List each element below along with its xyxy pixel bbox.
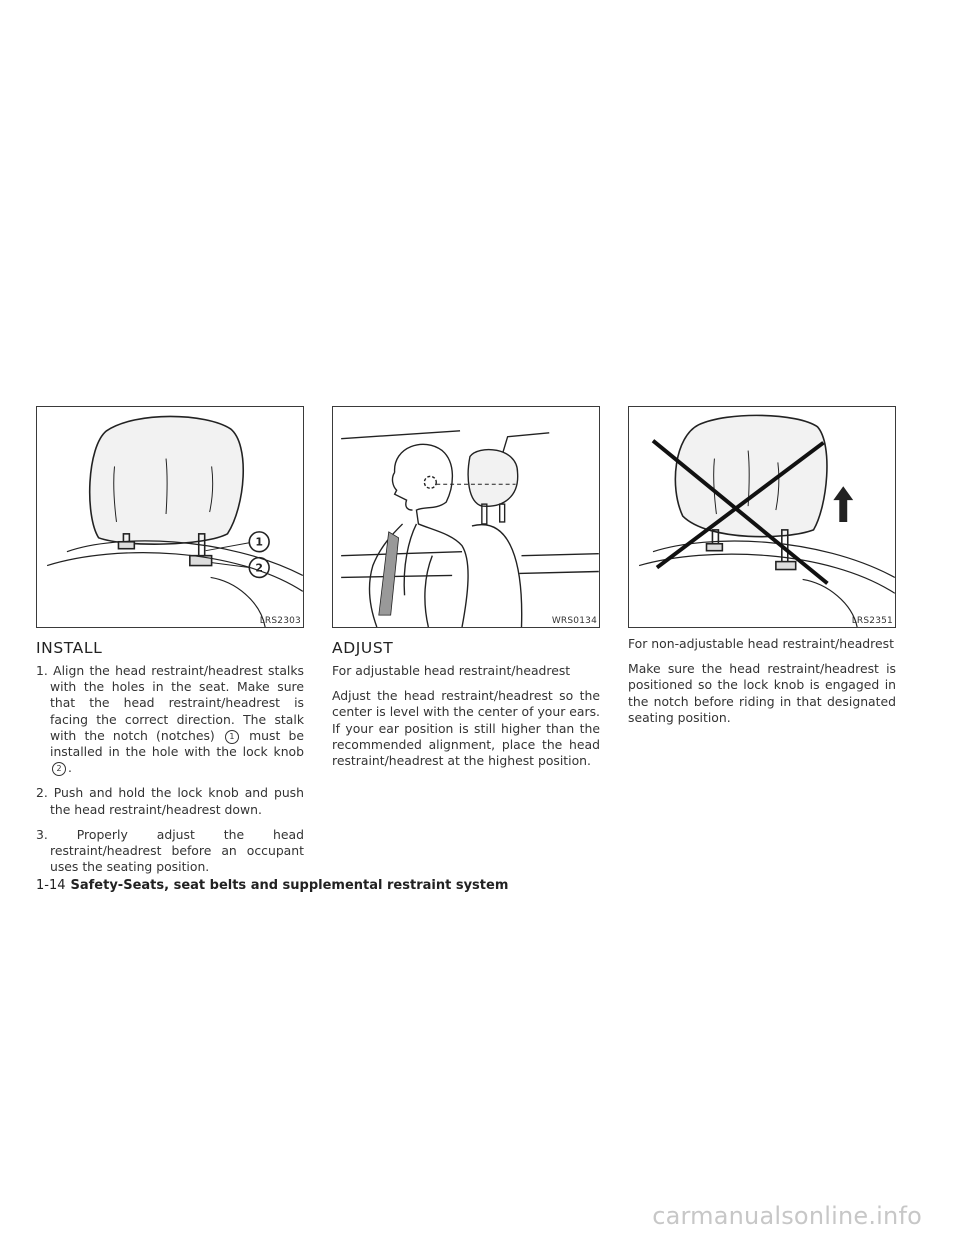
figure-adjust xyxy=(332,406,600,628)
figure-nonadjustable xyxy=(628,406,896,628)
figure-code: LRS2303 xyxy=(259,616,301,626)
adjust-subheading: For adjustable head restraint/headrest xyxy=(332,663,571,678)
step-number: 1. xyxy=(36,663,48,678)
install-step-2 xyxy=(36,785,304,817)
figure-install xyxy=(36,406,304,628)
step-number: 2. xyxy=(36,785,48,801)
step-text: Push and hold the lock knob and push the head restraint/headrest down. xyxy=(50,785,304,817)
headrest-install-illustration xyxy=(37,407,303,627)
nonadjustable-section xyxy=(628,636,896,735)
install-step-1 xyxy=(36,663,304,776)
marker-1: 1 xyxy=(225,730,239,744)
watermark: carmanualsonline.info xyxy=(652,1202,922,1230)
step-text: Properly adjust the head restraint/headrest before an occupant uses the seating position. xyxy=(50,826,304,875)
install-step-3 xyxy=(36,827,304,876)
install-heading: INSTALL xyxy=(36,639,103,657)
install-section xyxy=(36,639,304,884)
callout-2: 2 xyxy=(255,561,263,575)
occupant-headrest-illustration xyxy=(333,407,599,627)
figure-code: LRS2351 xyxy=(851,616,893,626)
page-number: 1-14 xyxy=(36,878,66,893)
nonadjustable-body: Make sure the head restraint/headrest is positioned so the lock knob is engaged in the notch before riding in that designated seating position. xyxy=(628,661,896,725)
marker-2: 2 xyxy=(52,762,66,776)
step-number: 3. xyxy=(36,826,48,842)
section-title: Safety-Seats, seat belts and supplemental restraint system xyxy=(70,878,509,893)
install-steps xyxy=(36,663,304,875)
step-text: Align the head restraint/headrest stalks with the holes in the seat. Make sure that the head restraint/headrest is facing the correct direction. The stalk with the notch (notches) xyxy=(50,663,304,743)
headrest-lock-illustration xyxy=(629,407,895,627)
adjust-section xyxy=(332,639,600,778)
page-footer xyxy=(36,878,508,893)
figure-code: WRS0134 xyxy=(551,616,597,626)
step-text: . xyxy=(68,760,72,776)
adjust-heading: ADJUST xyxy=(332,639,394,657)
callout-1: 1 xyxy=(255,535,263,549)
step-text: must be installed in the hole with the lock knob xyxy=(50,727,304,760)
nonadjustable-subheading: For non-adjustable head restraint/headrest xyxy=(628,636,894,651)
adjust-body: Adjust the head restraint/headrest so the center is level with the center of your ears. If your ear position is still higher than the recommended alignment, place the head restraint/headrest at the highest position. xyxy=(332,688,600,769)
